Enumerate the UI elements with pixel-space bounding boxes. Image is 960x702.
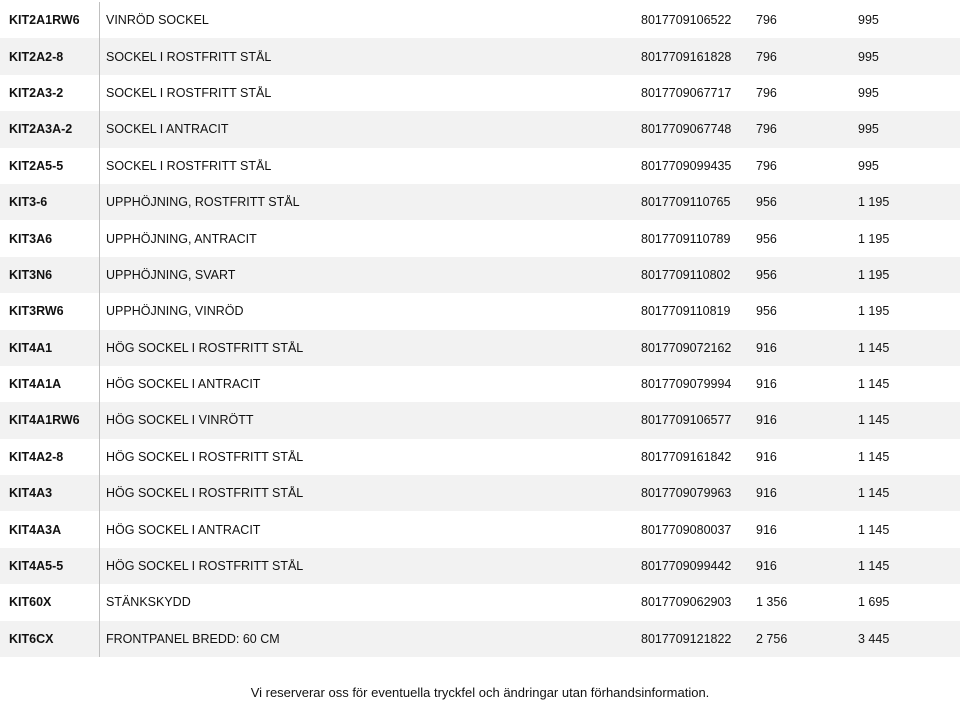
price-incl-vat: 1 195 <box>858 231 890 246</box>
product-code: KIT2A5-5 <box>0 148 100 184</box>
price-excl-vat: 956 <box>756 267 777 282</box>
price-incl-vat: 995 <box>858 49 879 64</box>
table-row <box>0 2 960 38</box>
price-incl-vat: 1 195 <box>858 304 890 319</box>
table-row <box>0 111 960 147</box>
product-description: HÖG SOCKEL I ROSTFRITT STÅL <box>106 559 304 574</box>
product-code: KIT4A3A <box>0 511 100 547</box>
table-row <box>0 584 960 620</box>
price-excl-vat: 916 <box>756 413 777 428</box>
price-list-table <box>0 2 960 657</box>
product-description: HÖG SOCKEL I ANTRACIT <box>106 522 261 537</box>
table-row <box>0 439 960 475</box>
table-row <box>0 366 960 402</box>
product-code: KIT2A2-8 <box>0 38 100 74</box>
ean-code: 8017709062903 <box>641 595 732 610</box>
price-incl-vat: 1 145 <box>858 449 890 464</box>
table-row <box>0 330 960 366</box>
price-excl-vat: 956 <box>756 304 777 319</box>
price-excl-vat: 796 <box>756 13 777 28</box>
ean-code: 8017709080037 <box>641 522 732 537</box>
ean-code: 8017709110819 <box>641 304 731 319</box>
price-incl-vat: 1 145 <box>858 340 890 355</box>
product-description: FRONTPANEL BREDD: 60 CM <box>106 631 280 646</box>
ean-code: 8017709099442 <box>641 559 732 574</box>
product-description: HÖG SOCKEL I ROSTFRITT STÅL <box>106 486 304 501</box>
product-description: SOCKEL I ROSTFRITT STÅL <box>106 85 272 100</box>
product-code: KIT4A2-8 <box>0 439 100 475</box>
price-excl-vat: 916 <box>756 559 777 574</box>
price-incl-vat: 1 145 <box>858 413 890 428</box>
price-incl-vat: 1 145 <box>858 377 890 392</box>
product-code: KIT4A1RW6 <box>0 402 100 438</box>
price-incl-vat: 1 195 <box>858 267 890 282</box>
price-excl-vat: 796 <box>756 158 777 173</box>
price-incl-vat: 1 195 <box>858 195 890 210</box>
price-incl-vat: 1 695 <box>858 595 890 610</box>
ean-code: 8017709161842 <box>641 449 732 464</box>
product-code: KIT6CX <box>0 621 100 657</box>
product-description: SOCKEL I ROSTFRITT STÅL <box>106 158 272 173</box>
product-code: KIT2A1RW6 <box>0 2 100 38</box>
table-row <box>0 184 960 220</box>
ean-code: 8017709067717 <box>641 85 732 100</box>
product-code: KIT4A3 <box>0 475 100 511</box>
product-code: KIT3RW6 <box>0 293 100 329</box>
ean-code: 8017709110765 <box>641 195 731 210</box>
price-excl-vat: 916 <box>756 377 777 392</box>
price-incl-vat: 1 145 <box>858 522 890 537</box>
table-row <box>0 75 960 111</box>
product-description: HÖG SOCKEL I ROSTFRITT STÅL <box>106 449 304 464</box>
product-description: UPPHÖJNING, VINRÖD <box>106 304 244 319</box>
ean-code: 8017709079994 <box>641 377 732 392</box>
product-description: UPPHÖJNING, SVART <box>106 267 236 282</box>
price-excl-vat: 916 <box>756 340 777 355</box>
product-description: VINRÖD SOCKEL <box>106 13 209 28</box>
table-row <box>0 511 960 547</box>
price-incl-vat: 995 <box>858 13 879 28</box>
product-code: KIT4A1A <box>0 366 100 402</box>
product-description: HÖG SOCKEL I ANTRACIT <box>106 377 261 392</box>
product-description: UPPHÖJNING, ANTRACIT <box>106 231 257 246</box>
ean-code: 8017709161828 <box>641 49 732 64</box>
ean-code: 8017709072162 <box>641 340 732 355</box>
table-row <box>0 293 960 329</box>
price-incl-vat: 1 145 <box>858 486 890 501</box>
price-excl-vat: 956 <box>756 195 777 210</box>
ean-code: 8017709079963 <box>641 486 732 501</box>
price-excl-vat: 1 356 <box>756 595 788 610</box>
price-incl-vat: 3 445 <box>858 631 890 646</box>
product-code: KIT3N6 <box>0 257 100 293</box>
product-code: KIT2A3-2 <box>0 75 100 111</box>
table-row <box>0 148 960 184</box>
price-incl-vat: 995 <box>858 85 879 100</box>
ean-code: 8017709067748 <box>641 122 732 137</box>
table-row <box>0 257 960 293</box>
product-description: STÄNKSKYDD <box>106 595 191 610</box>
product-code: KIT3-6 <box>0 184 100 220</box>
ean-code: 8017709110789 <box>641 231 731 246</box>
price-excl-vat: 796 <box>756 85 777 100</box>
ean-code: 8017709099435 <box>641 158 732 173</box>
product-code: KIT4A5-5 <box>0 548 100 584</box>
product-description: SOCKEL I ROSTFRITT STÅL <box>106 49 272 64</box>
product-description: SOCKEL I ANTRACIT <box>106 122 229 137</box>
table-row <box>0 402 960 438</box>
price-excl-vat: 2 756 <box>756 631 788 646</box>
ean-code: 8017709121822 <box>641 631 732 646</box>
disclaimer-note: Vi reserverar oss för eventuella tryckfel och ändringar utan förhandsinformation. <box>250 685 710 700</box>
price-excl-vat: 916 <box>756 449 777 464</box>
product-description: UPPHÖJNING, ROSTFRITT STÅL <box>106 195 300 210</box>
product-code: KIT60X <box>0 584 100 620</box>
price-excl-vat: 916 <box>756 522 777 537</box>
price-incl-vat: 995 <box>858 122 879 137</box>
price-excl-vat: 916 <box>756 486 777 501</box>
table-row <box>0 621 960 657</box>
table-row <box>0 548 960 584</box>
price-incl-vat: 1 145 <box>858 559 890 574</box>
price-excl-vat: 796 <box>756 122 777 137</box>
ean-code: 8017709106522 <box>641 13 732 28</box>
price-excl-vat: 796 <box>756 49 777 64</box>
product-description: HÖG SOCKEL I VINRÖTT <box>106 413 254 428</box>
table-row <box>0 220 960 256</box>
product-code: KIT2A3A-2 <box>0 111 100 147</box>
ean-code: 8017709106577 <box>641 413 732 428</box>
price-excl-vat: 956 <box>756 231 777 246</box>
price-incl-vat: 995 <box>858 158 879 173</box>
product-code: KIT3A6 <box>0 220 100 256</box>
ean-code: 8017709110802 <box>641 267 731 282</box>
table-row <box>0 475 960 511</box>
product-code: KIT4A1 <box>0 330 100 366</box>
product-description: HÖG SOCKEL I ROSTFRITT STÅL <box>106 340 304 355</box>
table-row <box>0 38 960 74</box>
